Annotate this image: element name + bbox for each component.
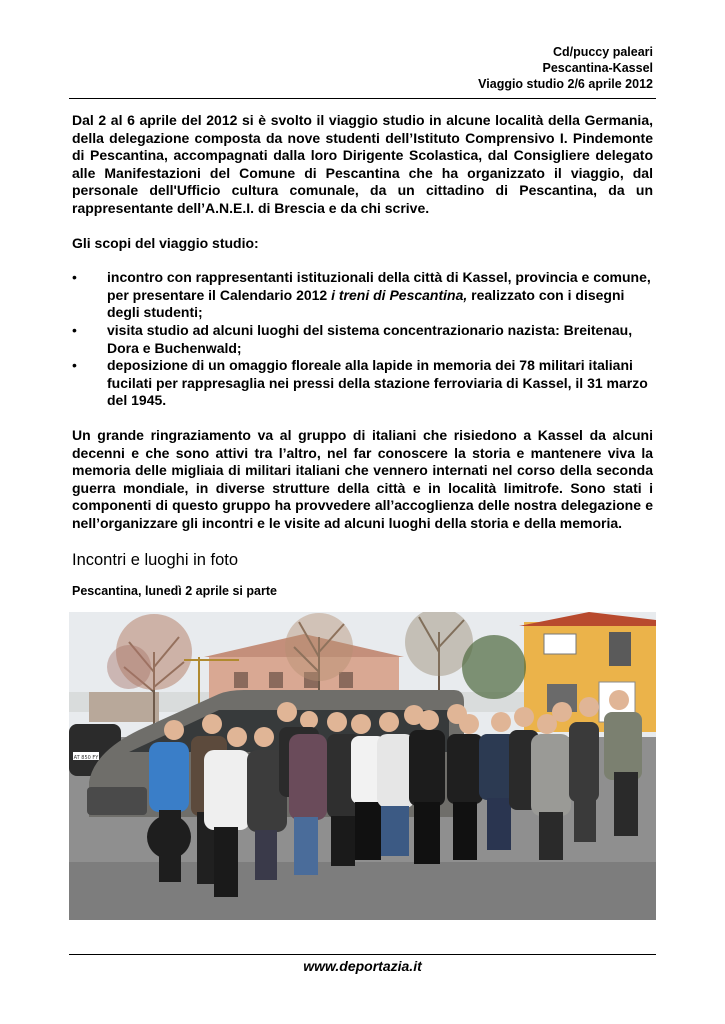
bullet-icon: •	[72, 269, 77, 286]
header-trip-title: Viaggio studio 2/6 aprile 2012	[478, 77, 653, 91]
list-item	[72, 269, 653, 322]
photo-caption: Pescantina, lunedì 2 aprile si parte	[72, 584, 277, 599]
calendar-title: i treni di Pescantina,	[331, 286, 468, 303]
thanks-paragraph: Un grande ringraziamento va al gruppo di italiani che risiedono a Kassel da alcuni decenni e che sono attivi tra l’altro, nel far conoscere la storia e mantenere viva la memoria delle migliaia di militari italiani che vennero internati nel corso della seconda guerra mondiale, in diverse strutture della città e in località limitrofe. Sono stati i componenti di questo gruppo ha provvedere all’accoglienza delle nostra delegazione e nell’organizzare gli incontri e le visite ad alcuni luoghi della storia e della memoria.	[72, 426, 653, 531]
header-route: Pescantina-Kassel	[542, 61, 653, 75]
goal-2-text: visita studio ad alcuni luoghi del sistema concentrazionario nazista: Breitenau, Dora e Buchenwald;	[107, 321, 633, 356]
goal-1-text-start: incontro con rappresentanti istituzionali della città di Kassel, provincia e comune, per presentare il Calendario 2012	[107, 269, 651, 303]
license-plate-text: AT 850 FY	[73, 755, 99, 761]
goals-list	[72, 269, 653, 410]
goals-heading: Gli scopi del viaggio studio:	[72, 234, 259, 251]
header-author: Cd/puccy paleari	[552, 45, 653, 59]
bullet-icon: •	[72, 357, 77, 374]
intro-paragraph: Dal 2 al 6 aprile del 2012 si è svolto il viaggio studio in alcune località della Germania, della delegazione composta da nove studenti dell’Istituto Comprensivo I. Pindemonte di Pescantina, accompagnati dalla loro Dirigente Scolastica, dal Consigliere delegato alle Manifestazioni del Comune di Pescantina che ha organizzato il viaggio, dal personale dell'Ufficio cultura comunale, da un cittadino di Pescantina, da un rappresentante dell’A.N.E.I. di Brescia e da chi scrive.	[72, 112, 653, 216]
list-item	[72, 357, 653, 410]
group-photo	[69, 612, 656, 920]
document-body	[72, 112, 653, 599]
section-title: Incontri e luoghi in foto	[72, 551, 239, 570]
list-item	[72, 322, 653, 357]
goal-3-text: deposizione di un omaggio floreale alla lapide in memoria dei 78 militari italiani fucilati per rappresaglia nei pressi della stazione ferroviaria di Kassel, il 31 marzo del 1945.	[107, 357, 648, 409]
group-photo-illustration	[69, 612, 656, 920]
footer-website: www.deportazia.it	[303, 958, 422, 974]
footer-divider	[69, 954, 656, 955]
goal-1-text-end: realizzato con i disegni degli studenti;	[107, 286, 625, 321]
document-header	[478, 44, 653, 92]
bullet-icon: •	[72, 321, 77, 338]
header-divider	[69, 98, 656, 99]
